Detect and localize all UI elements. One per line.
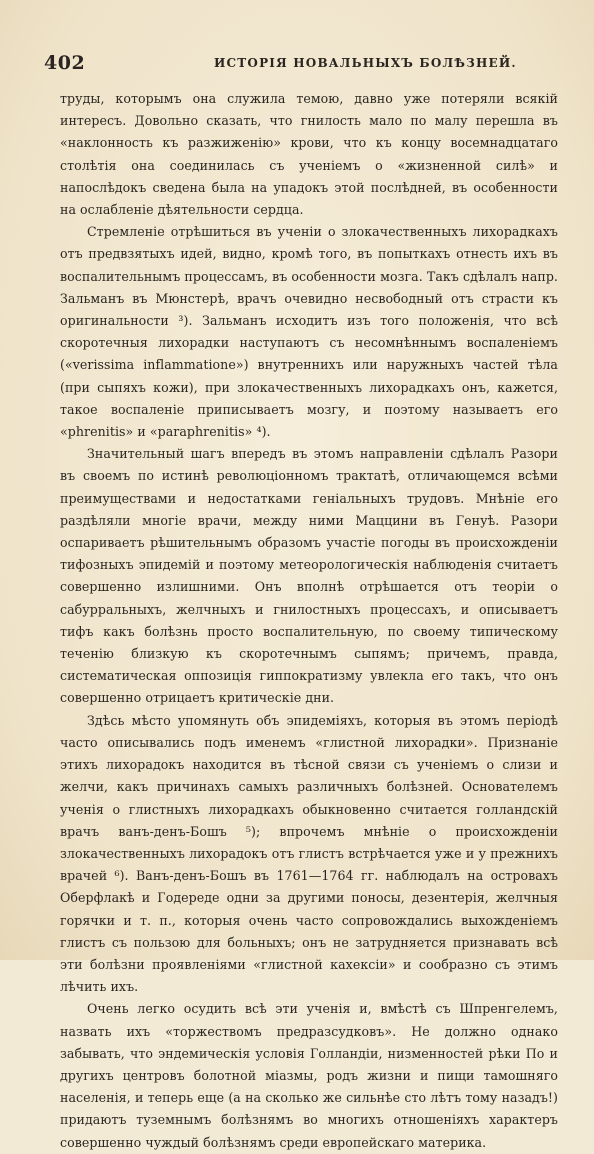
paragraph: Значительный шагъ впередъ въ этомъ направленіи сдѣлалъ Разори въ своемъ по истинѣ революціонномъ трактатѣ, отличающемся всѣми преимуществами и недостатками геніальныхъ трудовъ. Мнѣніе его раздѣляли многіе врачи, между ними Маццини въ Генуѣ. Разори оспариваетъ рѣшительнымъ образомъ участіе погоды въ происхожденіи тифозныхъ эпидемій и поэтому метеорологическія наблюденія считаетъ совершенно излишними. Онъ вполнѣ отрѣшается отъ теоріи о сабурральныхъ, желчныхъ и гнилостныхъ процессахъ, и описываетъ тифъ какъ болѣзнь просто воспалительную, по своему типическому теченію близкую къ скоротечнымъ сыпямъ; причемъ, правда, систематическая оппозиція гиппократизму увлекла его такъ, что онъ совершенно отрицаетъ критическіе дни. [60, 446, 558, 706]
paragraph: Стремленіе отрѣшиться въ ученіи о злокачественныхъ лихорадкахъ отъ предвзятыхъ идей, видно, кромѣ того, въ попыткахъ отнесть ихъ въ воспалительнымъ процессамъ, въ особенности мозга. Такъ сдѣлалъ напр. Зальманъ въ Мюнстерѣ, врачъ очевидно несвободный отъ страсти къ оригинальности ³). Зальманъ исходитъ изъ того положенія, что всѣ скоротечныя лихорадки наступаютъ съ несомнѣннымъ воспаленіемъ («verissima inflammatione») внутреннихъ или наружныхъ частей тѣла (при сыпяхъ кожи), при злокачественныхъ лихорадкахъ онъ, кажется, такое воспаленіе приписываетъ мозгу, и поэтому называетъ его «phrenitis» и «paraphrenitis» ⁴). [60, 224, 558, 440]
running-title: ИСТОРІЯ НОВАЛЬНЫХЪ БОЛѢЗНЕЙ. [214, 56, 517, 70]
paragraph: труды, которымъ она служила темою, давно уже потеряли всякій интересъ. Довольно сказать, что гнилость мало по малу перешла въ «наклонность къ разжиженію» крови, что къ концу восемнадцатаго столѣтія она соединилась съ ученіемъ о «жизненной силѣ» и напослѣдокъ сведена была на упадокъ этой послѣдней, въ особенности на ослабленіе дѣятельности сердца. [60, 91, 558, 218]
page-header [44, 52, 564, 80]
paragraph: Здѣсь мѣсто упомянуть объ эпидеміяхъ, которыя въ этомъ періодѣ часто описывались подъ именемъ «глистной лихорадки». Признаніе этихъ лихорадокъ находится въ тѣсной связи съ ученіемъ о слизи и желчи, какъ причинахъ самыхъ различныхъ болѣзней. Основателемъ ученія о глистныхъ лихорадкахъ обыкновенно считается голландскій врачъ ванъ-денъ-Бошъ ⁵); впрочемъ мнѣніе о происхожденіи злокачественныхъ лихорадокъ отъ глистъ встрѣчается уже и у прежнихъ врачей ⁶). Ванъ-денъ-Бошъ въ 1761—1764 гг. наблюдалъ на островахъ Оберфлакѣ и Годереде одни за другими поносы, дезентерія, желчныя горячки и т. п., которыя очень часто сопровождались выхожденіемъ глистъ съ пользою для больныхъ; онъ не затрудняется признавать всѣ эти болѣзни проявленіями «глистной кахексіи» и сообразно съ этимъ лѣчить ихъ. [60, 712, 558, 995]
body-text [60, 88, 558, 1150]
page-number: 402 [44, 52, 86, 74]
paragraph: Очень легко осудить всѣ эти ученія и, вмѣстѣ съ Шпренгелемъ, назвать ихъ «торжествомъ предразсудковъ». Не должно однако забывать, что эндемическія условія Голландіи, низменностей рѣки По и другихъ центровъ болотной міазмы, родъ жизни и пищи тамошняго населенія, и теперь еще (а на сколько же сильнѣе сто лѣтъ тому назадъ!) придаютъ туземнымъ болѣзнямъ во многихъ отношеніяхъ характеръ совершенно чуждый болѣзнямъ среди европейскаго материка. [60, 1001, 558, 1150]
